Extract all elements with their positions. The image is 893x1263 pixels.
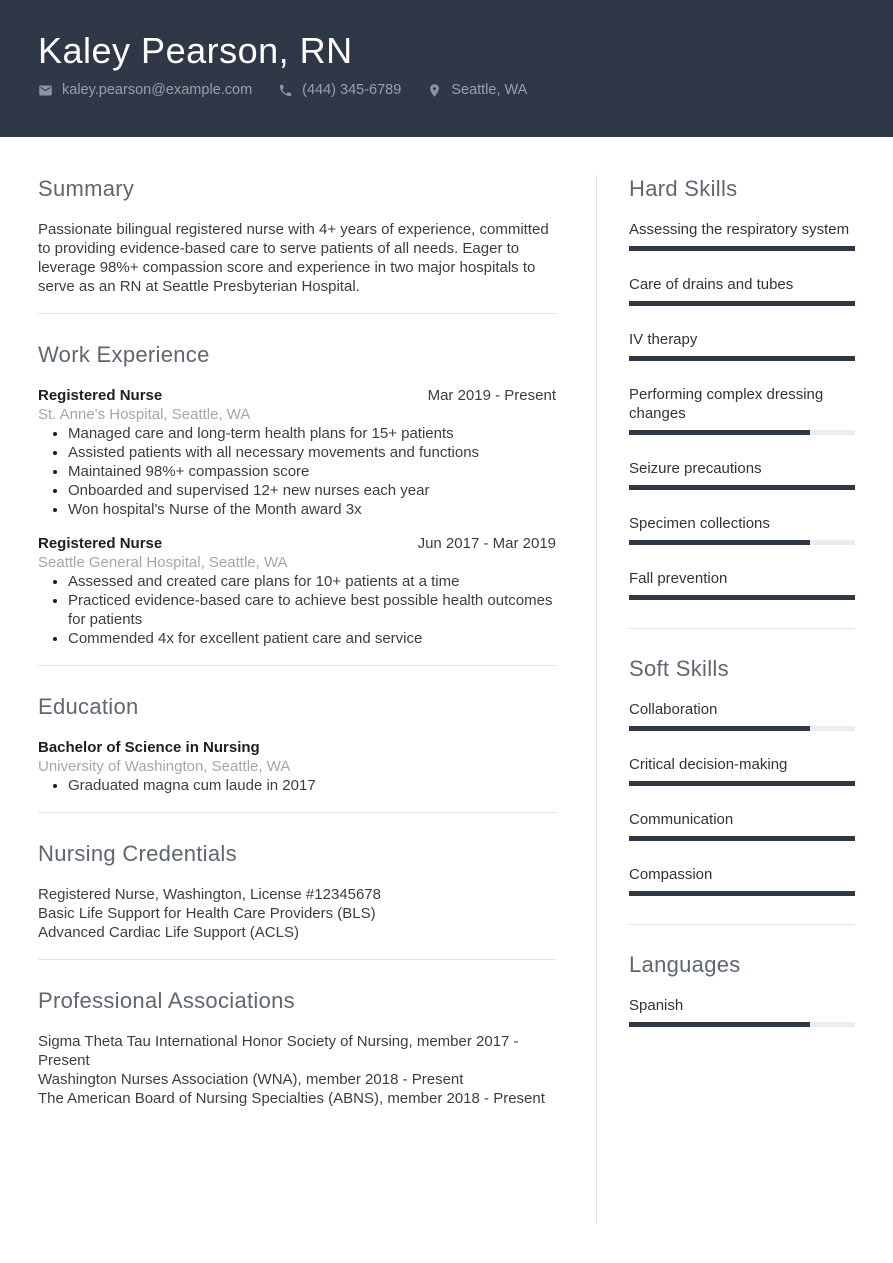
job-company: St. Anne's Hospital, Seattle, WA [38,406,251,423]
bullet-item: • Practiced evidence-based care to achieve best possible health outcomes for patients [68,591,556,629]
job-entry [38,386,556,519]
job-head [38,534,556,553]
credentials-list [38,885,556,942]
job-head [38,386,556,405]
skill-item [629,755,855,786]
section-soft-skills [629,655,855,925]
skill-item [629,220,855,251]
job-dates: Jun 2017 - Mar 2019 [417,535,556,552]
contact-email-text: kaley.pearson@example.com [62,82,253,98]
skill-item [629,996,855,1027]
bullet-item: • Assisted patients with all necessary movements and functions [68,443,556,462]
job-company: Seattle General Hospital, Seattle, WA [38,554,288,571]
skill-item [629,459,855,490]
column-divider [596,175,597,1224]
section-work-experience [38,341,556,666]
school-name: University of Washington, Seattle, WA [38,758,291,775]
section-nursing-credentials [38,840,556,960]
section-summary [38,175,556,314]
section-professional-associations [38,987,556,1108]
job-entry [38,534,556,648]
skill-bar-fill [629,485,855,490]
contact-row [38,82,855,98]
skill-bar-fill [629,430,810,435]
resume-header [0,0,893,137]
skill-label: IV therapy [629,331,698,348]
skill-bar-track [629,430,855,435]
person-name: Kaley Pearson, RN [38,30,353,71]
skill-label: Care of drains and tubes [629,276,794,293]
skill-bar-fill [629,301,855,306]
bullet-item: • Onboarded and supervised 12+ new nurses each year [68,481,556,500]
soft-skills-title: Soft Skills [629,656,729,681]
skill-bar-fill [629,246,855,251]
skill-bar-track [629,356,855,361]
summary-title: Summary [38,176,135,201]
languages-title: Languages [629,952,741,977]
job-title: Registered Nurse [38,535,163,552]
contact-location [427,82,527,98]
education-title: Education [38,694,139,719]
degree-name: Bachelor of Science in Nursing [38,739,260,756]
skill-bar-fill [629,726,810,731]
skill-bar-fill [629,836,855,841]
section-education [38,693,556,813]
skill-item [629,514,855,545]
skill-label: Communication [629,811,734,828]
skill-label: Assessing the respiratory system [629,221,850,238]
job-bullet-list [38,572,556,648]
skill-bar-fill [629,356,855,361]
resume-body [0,137,893,1224]
skill-item [629,385,855,435]
contact-phone [278,82,401,98]
education-bullet-list [38,776,556,795]
skill-bar-track [629,595,855,600]
section-hard-skills [629,175,855,629]
skill-item [629,330,855,361]
skill-item [629,810,855,841]
job-title: Registered Nurse [38,387,163,404]
contact-location-text: Seattle, WA [451,82,528,98]
skill-label: Fall prevention [629,570,728,587]
skill-item [629,700,855,731]
skill-bar-track [629,781,855,786]
contact-email [38,82,252,98]
sidebar-column [629,175,855,1051]
association-line: The American Board of Nursing Specialties (ABNS), member 2018 - Present [38,1090,545,1107]
nursing-credentials-title: Nursing Credentials [38,841,237,866]
skill-bar-track [629,301,855,306]
skill-bar-fill [629,781,855,786]
skill-label: Critical decision-making [629,756,788,773]
skill-label: Seizure precautions [629,460,762,477]
bullet-item: • Commended 4x for excellent patient care and service [68,629,556,648]
bullet-item: • Graduated magna cum laude in 2017 [68,776,556,795]
education-entry [38,738,556,795]
skill-item [629,865,855,896]
contact-phone-text: (444) 345-6789 [302,82,402,98]
phone-icon [278,83,293,98]
languages-list [629,996,855,1027]
credential-line: Basic Life Support for Health Care Providers (BLS) [38,905,376,922]
skill-label: Specimen collections [629,515,770,532]
skill-item [629,275,855,306]
bullet-item: • Assessed and created care plans for 10+ patients at a time [68,572,556,591]
skill-bar-track [629,485,855,490]
soft-skills-list [629,700,855,896]
association-line: Sigma Theta Tau International Honor Society of Nursing, member 2017 - Present [38,1033,519,1069]
bullet-item: • Maintained 98%+ compassion score [68,462,556,481]
hard-skills-list [629,220,855,600]
main-column [38,175,556,1108]
bullet-item: • Managed care and long-term health plans for 15+ patients [68,424,556,443]
skill-bar-track [629,891,855,896]
association-line: Washington Nurses Association (WNA), member 2018 - Present [38,1071,464,1088]
skill-bar-fill [629,595,855,600]
section-languages [629,951,855,1027]
skill-item [629,569,855,600]
skill-label: Spanish [629,997,684,1014]
skill-bar-fill [629,540,810,545]
email-icon [38,83,53,98]
skill-bar-track [629,726,855,731]
work-experience-title: Work Experience [38,342,210,367]
skill-bar-track [629,246,855,251]
skill-bar-fill [629,891,855,896]
job-dates: Mar 2019 - Present [427,387,556,404]
job-list [38,386,556,648]
skill-label: Compassion [629,866,713,883]
job-bullet-list [38,424,556,519]
professional-associations-title: Professional Associations [38,988,295,1013]
skill-bar-track [629,836,855,841]
bullet-item: • Won hospital's Nurse of the Month award 3x [68,500,556,519]
skill-bar-track [629,1022,855,1027]
summary-text: Passionate bilingual registered nurse with 4+ years of experience, committed to providing evidence-based care to serve patients of all needs. Eager to leverage 98%+ compassion score and experience in two major hospitals to serve as an RN at Seattle Presbyterian Hospital. [38,221,549,295]
skill-label: Collaboration [629,701,718,718]
skill-bar-fill [629,1022,810,1027]
location-icon [427,83,442,98]
credential-line: Registered Nurse, Washington, License #12345678 [38,886,381,903]
hard-skills-title: Hard Skills [629,176,738,201]
skill-bar-track [629,540,855,545]
associations-list [38,1032,556,1108]
credential-line: Advanced Cardiac Life Support (ACLS) [38,924,299,941]
skill-label: Performing complex dressing changes [629,386,824,422]
